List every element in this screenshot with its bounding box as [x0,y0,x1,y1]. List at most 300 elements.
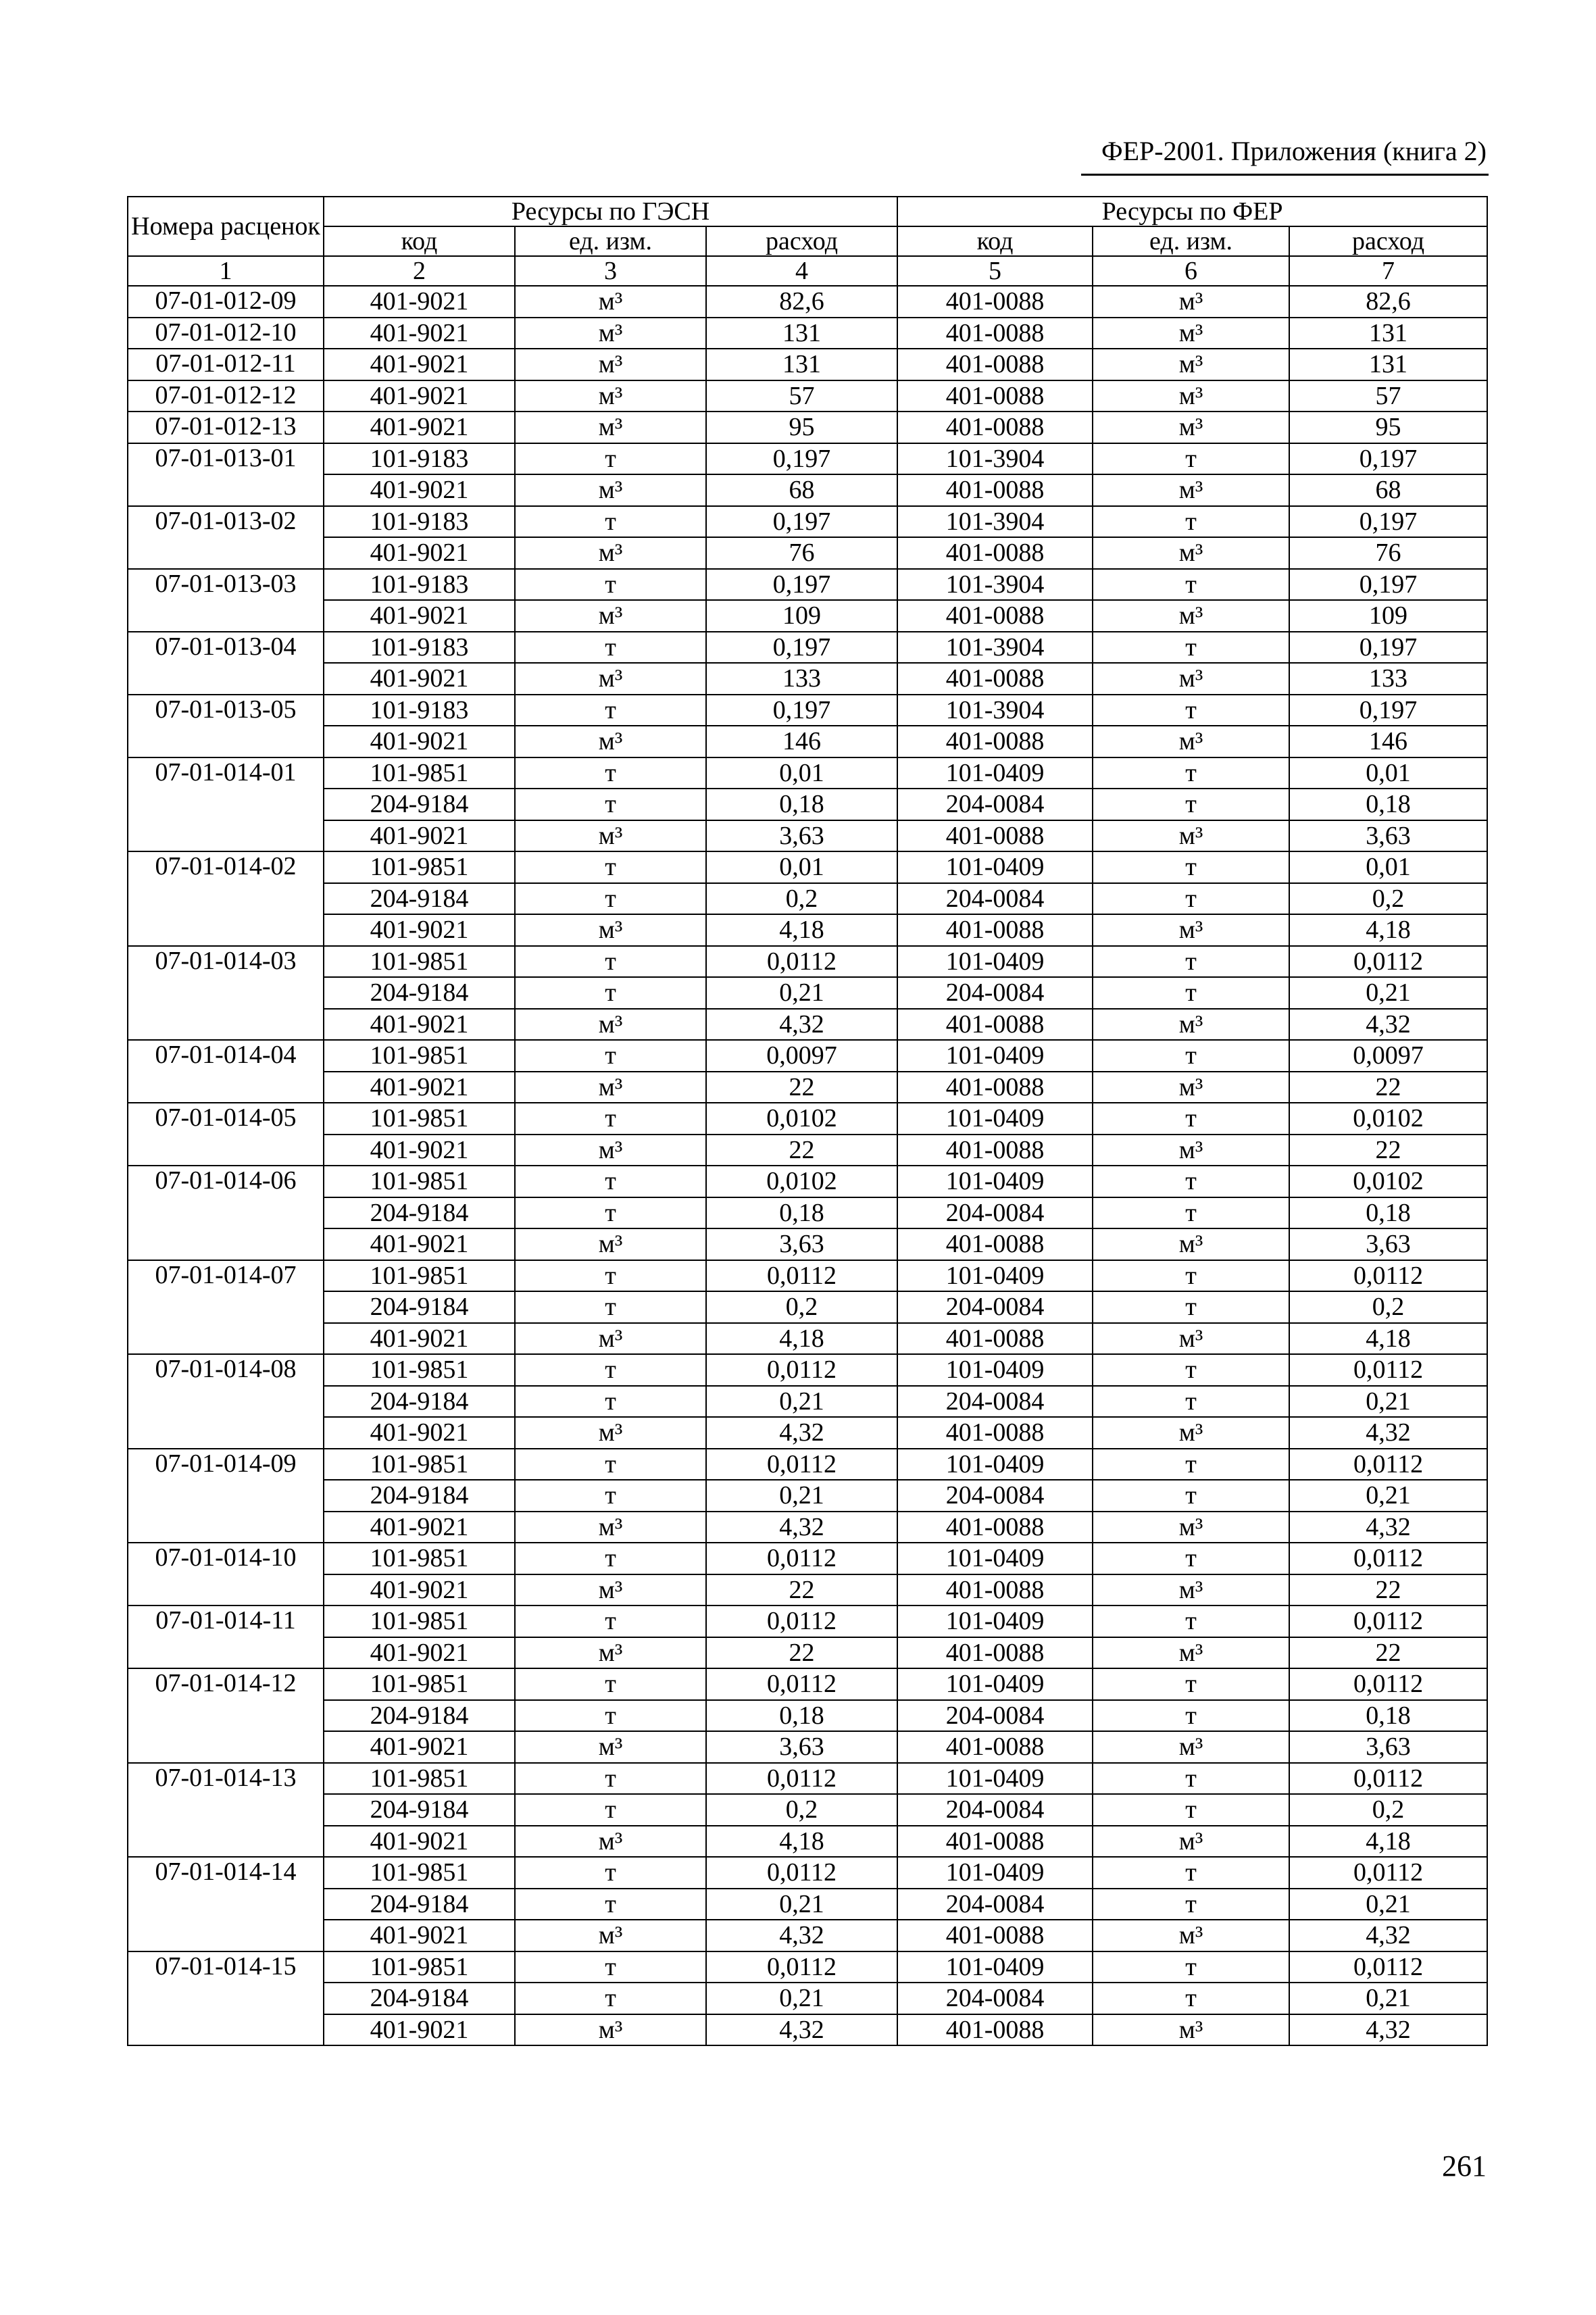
column-number: 3 [515,256,706,286]
col-header-gesn-code: код [324,226,515,256]
gesn-consumption-cell: 4,32 [706,1920,897,1951]
table-row [128,1889,1487,1920]
fer-unit-cell: т [1093,1794,1289,1826]
gesn-consumption-cell: 0,0112 [706,946,897,978]
rate-number-cell: 07-01-014-01 [128,757,324,852]
gesn-unit-cell: м³ [515,1228,706,1260]
gesn-consumption-cell: 4,32 [706,1512,897,1543]
gesn-code-cell: 204-9184 [324,1700,515,1732]
table-row [128,1417,1487,1449]
fer-unit-cell: м³ [1093,663,1289,695]
fer-consumption-cell: 3,63 [1289,1731,1487,1763]
table-row [128,2014,1487,2046]
fer-code-cell: 101-0409 [897,1040,1093,1072]
fer-unit-cell: т [1093,1983,1289,2014]
table-row [128,820,1487,852]
fer-consumption-cell: 0,21 [1289,1480,1487,1512]
fer-code-cell: 101-0409 [897,1103,1093,1135]
fer-consumption-cell: 22 [1289,1574,1487,1606]
gesn-consumption-cell: 4,18 [706,1826,897,1858]
fer-unit-cell: м³ [1093,2014,1289,2046]
fer-unit-cell: м³ [1093,286,1289,318]
table-row [128,1983,1487,2014]
gesn-consumption-cell: 0,197 [706,569,897,601]
gesn-code-cell: 101-9183 [324,569,515,601]
gesn-code-cell: 204-9184 [324,1794,515,1826]
table-row [128,1135,1487,1166]
fer-consumption-cell: 0,2 [1289,1291,1487,1323]
gesn-code-cell: 101-9851 [324,1449,515,1480]
fer-consumption-cell: 0,21 [1289,1889,1487,1920]
gesn-unit-cell: т [515,1354,706,1386]
rate-number-cell: 07-01-014-13 [128,1763,324,1858]
fer-code-cell: 101-0409 [897,1951,1093,1983]
gesn-code-cell: 101-9851 [324,1668,515,1700]
rate-number-cell: 07-01-012-10 [128,318,324,349]
fer-unit-cell: м³ [1093,1574,1289,1606]
gesn-unit-cell: м³ [515,2014,706,2046]
table-row [128,1009,1487,1041]
fer-code-cell: 204-0084 [897,977,1093,1009]
rate-number-cell: 07-01-014-12 [128,1668,324,1763]
gesn-consumption-cell: 0,21 [706,1386,897,1418]
fer-consumption-cell: 0,21 [1289,1386,1487,1418]
gesn-code-cell: 401-9021 [324,349,515,380]
gesn-code-cell: 401-9021 [324,1920,515,1951]
fer-consumption-cell: 0,0112 [1289,1449,1487,1480]
gesn-unit-cell: т [515,1480,706,1512]
col-header-rate-numbers: Номера расценок [128,197,324,256]
gesn-code-cell: 401-9021 [324,1009,515,1041]
gesn-unit-cell: м³ [515,474,706,506]
fer-unit-cell: т [1093,883,1289,915]
fer-unit-cell: т [1093,977,1289,1009]
fer-code-cell: 204-0084 [897,883,1093,915]
gesn-code-cell: 204-9184 [324,1197,515,1229]
rate-number-cell: 07-01-014-08 [128,1354,324,1449]
rate-number-cell: 07-01-014-05 [128,1103,324,1166]
gesn-code-cell: 101-9851 [324,1166,515,1197]
fer-consumption-cell: 4,32 [1289,1417,1487,1449]
gesn-consumption-cell: 0,01 [706,757,897,789]
fer-consumption-cell: 131 [1289,349,1487,380]
col-header-gesn-unit: ед. изм. [515,226,706,256]
table-row [128,537,1487,569]
gesn-consumption-cell: 4,32 [706,2014,897,2046]
fer-code-cell: 401-0088 [897,820,1093,852]
gesn-consumption-cell: 0,18 [706,789,897,820]
fer-unit-cell: т [1093,1166,1289,1197]
fer-consumption-cell: 0,0102 [1289,1166,1487,1197]
gesn-unit-cell: м³ [515,1512,706,1543]
fer-consumption-cell: 0,0112 [1289,1857,1487,1889]
table-row [128,1920,1487,1951]
table-body [128,286,1487,2045]
fer-consumption-cell: 4,32 [1289,1920,1487,1951]
fer-code-cell: 401-0088 [897,1009,1093,1041]
gesn-unit-cell: т [515,1605,706,1637]
gesn-code-cell: 401-9021 [324,1731,515,1763]
col-header-fer-consumption: расход [1289,226,1487,256]
fer-code-cell: 204-0084 [897,1983,1093,2014]
fer-unit-cell: м³ [1093,1228,1289,1260]
fer-unit-cell: м³ [1093,1135,1289,1166]
fer-unit-cell: м³ [1093,474,1289,506]
gesn-consumption-cell: 76 [706,537,897,569]
gesn-unit-cell: т [515,1889,706,1920]
fer-code-cell: 401-0088 [897,663,1093,695]
gesn-consumption-cell: 0,21 [706,977,897,1009]
gesn-unit-cell: м³ [515,1826,706,1858]
fer-code-cell: 204-0084 [897,1197,1093,1229]
gesn-consumption-cell: 57 [706,380,897,412]
fer-consumption-cell: 0,18 [1289,1197,1487,1229]
fer-unit-cell: т [1093,1668,1289,1700]
table-row [128,1794,1487,1826]
gesn-consumption-cell: 0,0112 [706,1260,897,1292]
fer-consumption-cell: 0,197 [1289,632,1487,664]
gesn-consumption-cell: 0,197 [706,632,897,664]
column-number: 5 [897,256,1093,286]
fer-code-cell: 401-0088 [897,1417,1093,1449]
table-row [128,1197,1487,1229]
col-header-gesn-consumption: расход [706,226,897,256]
gesn-code-cell: 401-9021 [324,380,515,412]
fer-consumption-cell: 0,18 [1289,789,1487,820]
fer-unit-cell: м³ [1093,349,1289,380]
fer-unit-cell: м³ [1093,600,1289,632]
gesn-code-cell: 401-9021 [324,474,515,506]
gesn-unit-cell: м³ [515,663,706,695]
rate-number-cell: 07-01-012-09 [128,286,324,318]
table-row [128,1763,1487,1795]
gesn-consumption-cell: 146 [706,726,897,757]
fer-unit-cell: т [1093,1197,1289,1229]
fer-code-cell: 401-0088 [897,474,1093,506]
gesn-code-cell: 204-9184 [324,1291,515,1323]
fer-code-cell: 401-0088 [897,1637,1093,1669]
table-row [128,1668,1487,1700]
fer-consumption-cell: 95 [1289,412,1487,443]
gesn-unit-cell: т [515,1260,706,1292]
gesn-consumption-cell: 3,63 [706,1731,897,1763]
fer-unit-cell: т [1093,1103,1289,1135]
rate-number-cell: 07-01-014-03 [128,946,324,1041]
fer-code-cell: 101-3904 [897,569,1093,601]
fer-code-cell: 101-3904 [897,695,1093,726]
fer-code-cell: 101-0409 [897,851,1093,883]
gesn-consumption-cell: 0,0112 [706,1668,897,1700]
gesn-consumption-cell: 0,01 [706,851,897,883]
gesn-code-cell: 204-9184 [324,789,515,820]
fer-unit-cell: т [1093,1386,1289,1418]
fer-code-cell: 101-3904 [897,632,1093,664]
table-row [128,286,1487,318]
gesn-unit-cell: т [515,506,706,538]
fer-code-cell: 401-0088 [897,537,1093,569]
table-row [128,695,1487,726]
gesn-consumption-cell: 4,32 [706,1009,897,1041]
gesn-code-cell: 401-9021 [324,1072,515,1103]
gesn-code-cell: 101-9851 [324,1103,515,1135]
gesn-consumption-cell: 3,63 [706,1228,897,1260]
gesn-consumption-cell: 0,18 [706,1197,897,1229]
rate-number-cell: 07-01-014-10 [128,1543,324,1605]
table-row [128,1480,1487,1512]
rate-number-cell: 07-01-014-15 [128,1951,324,2046]
fer-unit-cell: т [1093,443,1289,475]
gesn-code-cell: 204-9184 [324,977,515,1009]
gesn-consumption-cell: 0,0112 [706,1354,897,1386]
fer-consumption-cell: 0,01 [1289,757,1487,789]
table-row [128,914,1487,946]
gesn-consumption-cell: 131 [706,318,897,349]
gesn-unit-cell: т [515,1794,706,1826]
gesn-code-cell: 101-9851 [324,1605,515,1637]
gesn-code-cell: 101-9851 [324,1260,515,1292]
fer-code-cell: 101-0409 [897,1166,1093,1197]
gesn-code-cell: 101-9851 [324,851,515,883]
table-row [128,1826,1487,1858]
gesn-consumption-cell: 0,0097 [706,1040,897,1072]
gesn-code-cell: 101-9851 [324,1040,515,1072]
fer-consumption-cell: 82,6 [1289,286,1487,318]
gesn-consumption-cell: 0,197 [706,443,897,475]
header-rule [1081,174,1489,176]
gesn-consumption-cell: 0,2 [706,1291,897,1323]
gesn-code-cell: 101-9851 [324,1763,515,1795]
gesn-code-cell: 401-9021 [324,914,515,946]
gesn-unit-cell: м³ [515,1072,706,1103]
fer-unit-cell: т [1093,569,1289,601]
gesn-consumption-cell: 3,63 [706,820,897,852]
group-header-gesn: Ресурсы по ГЭСН [324,197,897,226]
gesn-code-cell: 401-9021 [324,2014,515,2046]
fer-consumption-cell: 0,0097 [1289,1040,1487,1072]
table-row [128,883,1487,915]
fer-code-cell: 204-0084 [897,1291,1093,1323]
gesn-code-cell: 101-9183 [324,506,515,538]
gesn-unit-cell: т [515,1668,706,1700]
table-row [128,380,1487,412]
rate-number-cell: 07-01-013-03 [128,569,324,632]
gesn-code-cell: 401-9021 [324,726,515,757]
gesn-unit-cell: м³ [515,820,706,852]
gesn-consumption-cell: 0,2 [706,883,897,915]
fer-consumption-cell: 3,63 [1289,1228,1487,1260]
table-row [128,757,1487,789]
gesn-unit-cell: т [515,977,706,1009]
gesn-code-cell: 401-9021 [324,412,515,443]
gesn-consumption-cell: 22 [706,1072,897,1103]
gesn-code-cell: 101-9851 [324,1354,515,1386]
gesn-consumption-cell: 0,0112 [706,1449,897,1480]
gesn-code-cell: 101-9183 [324,695,515,726]
fer-unit-cell: т [1093,1857,1289,1889]
gesn-consumption-cell: 4,18 [706,914,897,946]
table-row [128,1386,1487,1418]
gesn-consumption-cell: 0,21 [706,1480,897,1512]
table-row [128,632,1487,664]
fer-code-cell: 401-0088 [897,1135,1093,1166]
rate-number-cell: 07-01-014-06 [128,1166,324,1260]
fer-consumption-cell: 0,21 [1289,977,1487,1009]
col-header-fer-code: код [897,226,1093,256]
fer-code-cell: 101-0409 [897,1763,1093,1795]
gesn-code-cell: 101-9851 [324,1543,515,1574]
gesn-code-cell: 204-9184 [324,883,515,915]
fer-consumption-cell: 0,0112 [1289,1668,1487,1700]
fer-code-cell: 101-0409 [897,757,1093,789]
fer-unit-cell: м³ [1093,1731,1289,1763]
fer-unit-cell: т [1093,695,1289,726]
gesn-code-cell: 401-9021 [324,1135,515,1166]
table-row [128,1512,1487,1543]
fer-code-cell: 101-0409 [897,1857,1093,1889]
fer-code-cell: 204-0084 [897,1889,1093,1920]
fer-consumption-cell: 4,32 [1289,2014,1487,2046]
gesn-unit-cell: м³ [515,1323,706,1355]
gesn-code-cell: 401-9021 [324,1826,515,1858]
fer-unit-cell: т [1093,1605,1289,1637]
gesn-unit-cell: м³ [515,286,706,318]
fer-code-cell: 101-0409 [897,946,1093,978]
column-number: 2 [324,256,515,286]
gesn-unit-cell: м³ [515,1574,706,1606]
fer-unit-cell: т [1093,1260,1289,1292]
gesn-unit-cell: т [515,443,706,475]
gesn-unit-cell: т [515,1166,706,1197]
fer-unit-cell: м³ [1093,1512,1289,1543]
table-row [128,946,1487,978]
gesn-code-cell: 101-9851 [324,946,515,978]
fer-consumption-cell: 146 [1289,726,1487,757]
fer-unit-cell: т [1093,1291,1289,1323]
table-row [128,443,1487,475]
fer-unit-cell: м³ [1093,1920,1289,1951]
gesn-code-cell: 101-9851 [324,757,515,789]
rate-number-cell: 07-01-014-14 [128,1857,324,1951]
resources-table [127,196,1488,2046]
gesn-consumption-cell: 0,0102 [706,1166,897,1197]
fer-consumption-cell: 4,18 [1289,1323,1487,1355]
rate-number-cell: 07-01-013-01 [128,443,324,506]
table-row [128,1166,1487,1197]
gesn-consumption-cell: 131 [706,349,897,380]
fer-code-cell: 401-0088 [897,380,1093,412]
fer-code-cell: 401-0088 [897,1920,1093,1951]
gesn-unit-cell: м³ [515,1135,706,1166]
gesn-unit-cell: т [515,1700,706,1732]
rate-number-cell: 07-01-012-12 [128,380,324,412]
fer-consumption-cell: 57 [1289,380,1487,412]
table-row [128,318,1487,349]
fer-unit-cell: м³ [1093,1323,1289,1355]
gesn-consumption-cell: 0,0112 [706,1605,897,1637]
rate-number-cell: 07-01-014-02 [128,851,324,946]
fer-code-cell: 401-0088 [897,1323,1093,1355]
table-row [128,1449,1487,1480]
gesn-code-cell: 204-9184 [324,1889,515,1920]
fer-consumption-cell: 0,197 [1289,506,1487,538]
table-row [128,1637,1487,1669]
gesn-unit-cell: т [515,1197,706,1229]
gesn-unit-cell: т [515,1386,706,1418]
table-row [128,1951,1487,1983]
gesn-unit-cell: м³ [515,1920,706,1951]
column-number-row [128,256,1487,286]
fer-unit-cell: т [1093,1763,1289,1795]
table-row [128,1605,1487,1637]
fer-unit-cell: т [1093,1449,1289,1480]
fer-unit-cell: т [1093,851,1289,883]
gesn-code-cell: 401-9021 [324,1637,515,1669]
table-row [128,1543,1487,1574]
fer-consumption-cell: 22 [1289,1637,1487,1669]
gesn-consumption-cell: 4,18 [706,1323,897,1355]
fer-consumption-cell: 22 [1289,1072,1487,1103]
running-header: ФЕР-2001. Приложения (книга 2) [1101,136,1487,166]
fer-unit-cell: м³ [1093,1009,1289,1041]
gesn-code-cell: 401-9021 [324,1417,515,1449]
fer-unit-cell: т [1093,1543,1289,1574]
fer-consumption-cell: 0,01 [1289,851,1487,883]
column-number: 1 [128,256,324,286]
fer-code-cell: 204-0084 [897,789,1093,820]
fer-code-cell: 401-0088 [897,286,1093,318]
gesn-consumption-cell: 22 [706,1135,897,1166]
fer-consumption-cell: 0,0102 [1289,1103,1487,1135]
gesn-unit-cell: м³ [515,380,706,412]
gesn-code-cell: 401-9021 [324,600,515,632]
fer-code-cell: 401-0088 [897,1512,1093,1543]
rate-number-cell: 07-01-013-05 [128,695,324,757]
fer-code-cell: 204-0084 [897,1386,1093,1418]
fer-consumption-cell: 4,18 [1289,1826,1487,1858]
rate-number-cell: 07-01-012-11 [128,349,324,380]
fer-code-cell: 101-0409 [897,1543,1093,1574]
fer-code-cell: 401-0088 [897,318,1093,349]
fer-consumption-cell: 0,0112 [1289,946,1487,978]
fer-consumption-cell: 22 [1289,1135,1487,1166]
fer-code-cell: 401-0088 [897,1072,1093,1103]
rate-number-cell: 07-01-014-11 [128,1605,324,1668]
fer-unit-cell: т [1093,1354,1289,1386]
fer-unit-cell: м³ [1093,1826,1289,1858]
gesn-unit-cell: т [515,789,706,820]
gesn-code-cell: 101-9183 [324,632,515,664]
fer-unit-cell: т [1093,1700,1289,1732]
gesn-unit-cell: т [515,1103,706,1135]
table-row [128,1700,1487,1732]
fer-unit-cell: т [1093,632,1289,664]
fer-unit-cell: т [1093,789,1289,820]
gesn-unit-cell: т [515,883,706,915]
gesn-consumption-cell: 0,0102 [706,1103,897,1135]
gesn-unit-cell: т [515,1040,706,1072]
table-row [128,1354,1487,1386]
fer-consumption-cell: 0,0112 [1289,1763,1487,1795]
table-row [128,1857,1487,1889]
fer-unit-cell: м³ [1093,726,1289,757]
gesn-consumption-cell: 0,0112 [706,1763,897,1795]
fer-code-cell: 204-0084 [897,1794,1093,1826]
gesn-consumption-cell: 0,18 [706,1700,897,1732]
gesn-code-cell: 401-9021 [324,820,515,852]
column-number: 4 [706,256,897,286]
rate-number-cell: 07-01-014-09 [128,1449,324,1543]
gesn-consumption-cell: 109 [706,600,897,632]
